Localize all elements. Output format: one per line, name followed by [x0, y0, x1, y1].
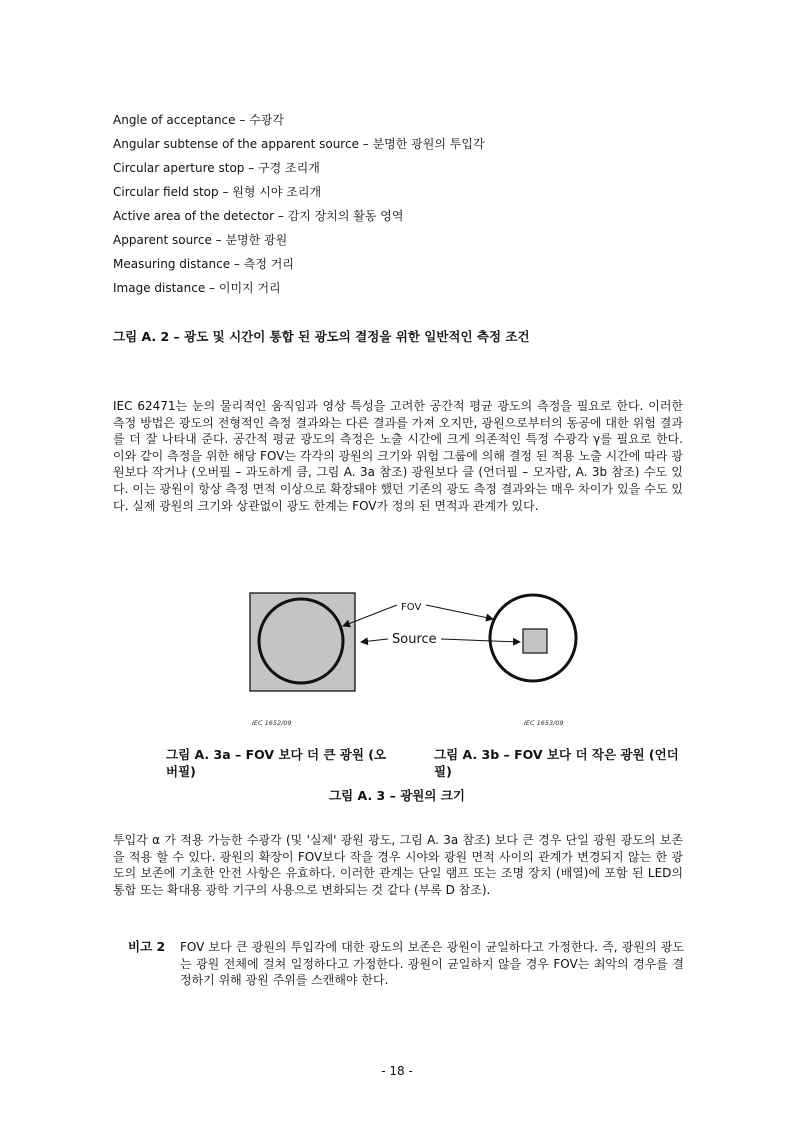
source-label: Source — [392, 632, 437, 647]
source-arrow-left — [361, 639, 388, 642]
legend-item: Apparent source – 분명한 광원 — [113, 233, 288, 247]
figure-a2-title: 그림 A. 2 – 광도 및 시간이 통합 된 광도의 결정을 위한 일반적인 측정 조건 — [113, 329, 530, 344]
caption-a3: 그림 A. 3 – 광원의 크기 — [329, 788, 465, 803]
figure-a3 — [240, 588, 580, 733]
iec-ref-left: IEC 1652/09 — [252, 719, 292, 727]
paragraph-2: 투입각 α 가 적용 가능한 수광각 (및 '실제' 광원 광도, 그림 A. 3a 참조) 보다 큰 경우 단일 광원 광도의 보존을 적용 할 수 있다. 광원의 확장이 FOV보다 작을 경우 시야와 광원 면적 사이의 관계가 변경되지 않는 한 광도의 보존에 기초한 안전 사항은 유효하다. 이러한 관계는 단일 램프 또는 조명 장치 (배열)에 포함 된 LED의 통합 또는 확대용 광학 기구의 사용으로 변화되는 것 같다 (부록 D 참조). — [113, 833, 683, 897]
legend-item: Angle of acceptance – 수광각 — [113, 113, 284, 127]
figure-a3-drawing — [240, 588, 580, 733]
page-number: - 18 - — [381, 1064, 413, 1078]
note-text: FOV 보다 큰 광원의 투입각에 대한 광도의 보존은 광원이 균일하다고 가정한다. 즉, 광원의 광도는 광원 전체에 걸쳐 일정하다고 가정한다. 광원이 균일하지 않을 경우 FOV는 최악의 경우를 결정하기 위해 광원 주위를 스캔해야 한다. — [180, 940, 684, 988]
overfill-fov-circle — [259, 599, 343, 683]
note-label: 비고 2 — [128, 939, 166, 954]
iec-ref-right: IEC 1653/09 — [524, 719, 564, 727]
fov-arrow-right — [426, 605, 493, 619]
legend-item: Angular subtense of the apparent source – 분명한 광원의 투입각 — [113, 137, 485, 151]
caption-a3b: 그림 A. 3b – FOV 보다 더 작은 광원 (언더필) — [434, 747, 679, 779]
underfill-source-square — [523, 629, 547, 653]
legend-item: Circular aperture stop – 구경 조리개 — [113, 161, 320, 175]
legend-item: Active area of the detector – 감지 장치의 활동 영역 — [113, 209, 404, 223]
fov-label: FOV — [401, 602, 422, 613]
legend-item: Measuring distance – 측정 거리 — [113, 257, 294, 271]
legend-item: Image distance – 이미지 거리 — [113, 281, 281, 295]
note-2 — [128, 939, 684, 989]
legend-item: Circular field stop – 원형 시야 조리개 — [113, 185, 322, 199]
paragraph-1: IEC 62471는 눈의 물리적인 움직임과 영상 특성을 고려한 공간적 평균 광도의 측정을 필요로 한다. 이러한 측정 방법은 광도의 전형적인 측정 결과와는 다른 결과를 가져 오지만, 광원으로부터의 동공에 대한 위험 결과를 더 잘 나타내 준다. 공간적 평균 광도의 측정은 노출 시간에 크게 의존적인 특정 수광각 γ를 필요로 한다. 이와 같이 측정을 위한 해당 FOV는 각각의 광원의 크기와 위험 그룹에 의해 결정 된 적용 노출 시간에 따라 광원보다 작거나 (오버필 – 과도하게 큼, 그림 A. 3a 참조) 광원보다 클 (언더필 – 모자람, A. 3b 참조) 수도 있다. 이는 광원이 항상 측정 면적 이상으로 확장돼야 했던 기존의 광도 측정 결과와는 매우 차이가 있을 수도 있다. 실제 광원의 크기와 상관없이 광도 한계는 FOV가 정의 된 면적과 관계가 있다. — [113, 399, 683, 513]
caption-a3a: 그림 A. 3a – FOV 보다 더 큰 광원 (오버필) — [166, 747, 387, 779]
figure-legend — [113, 112, 713, 304]
